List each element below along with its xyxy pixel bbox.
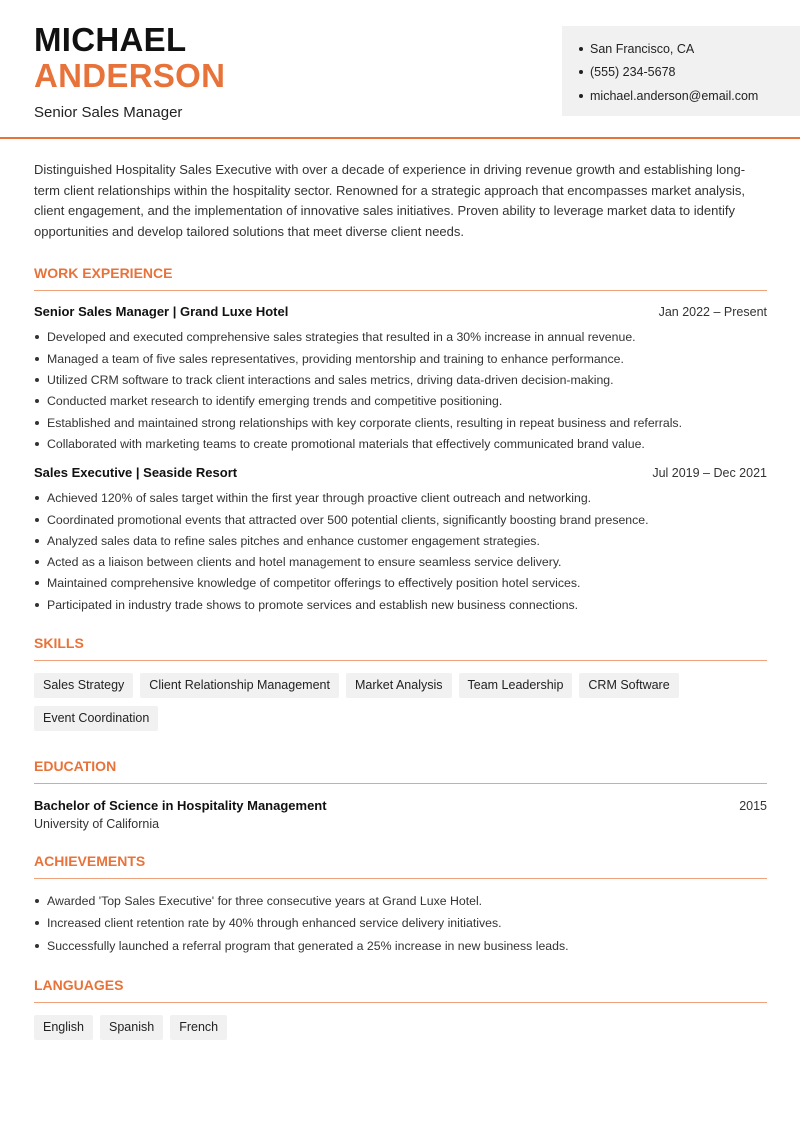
list-item-text: Conducted market research to identify emerging trends and competitive positioning. (47, 394, 503, 409)
list-item (34, 348, 767, 369)
school: University of California (34, 817, 160, 832)
list-item-text: Maintained comprehensive knowledge of competitor offerings to effectively position hotel services. (47, 576, 581, 591)
bullet-icon (35, 899, 39, 903)
bullet-icon (35, 539, 39, 543)
list-item-text: Analyzed sales data to refine sales pitches and enhance customer engagement strategies. (47, 533, 540, 548)
bullet-icon (35, 421, 39, 425)
list-item (34, 889, 767, 912)
job-header (34, 304, 767, 319)
list-item (34, 530, 767, 551)
summary: Distinguished Hospitality Sales Executive with over a decade of experience in driving revenue growth and establishing long-term client relationships within the hospitality sector. Renowned for a strategic approach that encompasses market analysis, client engagement, and the implementation of innovative sales initiatives. Proven ability to leverage market data to identify opportunities and develop tailored solutions that meet diverse client needs. (34, 162, 746, 240)
contact-box (562, 26, 800, 116)
list-item (34, 573, 767, 594)
contact-phone-text: (555) 234-5678 (590, 65, 676, 80)
list-item-text: Acted as a liaison between clients and hotel management to ensure seamless service delivery. (47, 555, 562, 570)
contact-email (579, 84, 800, 108)
bullet-icon (579, 94, 583, 98)
bullet-icon (35, 335, 39, 339)
languages-heading: LANGUAGES (34, 977, 767, 1003)
job-title: Senior Sales Manager | Grand Luxe Hotel (34, 303, 289, 319)
bullet-icon (35, 496, 39, 500)
list-item-text: Participated in industry trade shows to promote services and establish new business connections. (47, 597, 579, 612)
first-name: MICHAEL (34, 21, 187, 58)
contact-location (579, 37, 800, 61)
skills-heading: SKILLS (34, 635, 767, 661)
list-item (34, 488, 767, 509)
graduation-year: 2015 (739, 799, 767, 814)
list-item-text: Managed a team of five sales representatives, providing mentorship and training to enhance performance. (47, 351, 624, 366)
skill-tag: Event Coordination (34, 706, 158, 731)
contact-phone (579, 61, 800, 85)
list-item-text: Increased client retention rate by 40% through enhanced service delivery initiatives. (47, 916, 502, 931)
achievements-list (34, 889, 767, 957)
language-tag: Spanish (100, 1015, 163, 1040)
list-item-text: Established and maintained strong relationships with key corporate clients, resulting in repeat business and referrals. (47, 415, 683, 430)
bullet-icon (35, 399, 39, 403)
language-tag: French (170, 1015, 227, 1040)
resume-body (34, 160, 767, 1048)
job-entry (34, 465, 767, 616)
skill-tag: Client Relationship Management (140, 673, 339, 698)
skills-tags (34, 673, 767, 739)
job-date: Jul 2019 – Dec 2021 (652, 465, 767, 480)
list-item-text: Successfully launched a referral program that generated a 25% increase in new business leads. (47, 938, 569, 953)
last-name: ANDERSON (34, 57, 226, 94)
resume-header (0, 0, 800, 139)
bullet-icon (35, 378, 39, 382)
job-bullets (34, 327, 767, 455)
job-header (34, 465, 767, 480)
contact-location-text: San Francisco, CA (590, 41, 695, 56)
achievements-heading: ACHIEVEMENTS (34, 853, 767, 879)
skill-tag: Market Analysis (346, 673, 452, 698)
list-item-text: Awarded 'Top Sales Executive' for three consecutive years at Grand Luxe Hotel. (47, 893, 483, 908)
bullet-icon (35, 944, 39, 948)
job-date: Jan 2022 – Present (658, 304, 767, 319)
skill-tag: Team Leadership (459, 673, 573, 698)
list-item-text: Collaborated with marketing teams to create promotional materials that effectively communicated brand value. (47, 436, 645, 451)
list-item (34, 551, 767, 572)
contact-email-text: michael.anderson@email.com (590, 88, 759, 103)
job-entry (34, 304, 767, 455)
bullet-icon (35, 442, 39, 446)
education-header (34, 798, 767, 813)
list-item (34, 327, 767, 348)
bullet-icon (35, 581, 39, 585)
list-item (34, 433, 767, 454)
list-item (34, 912, 767, 935)
list-item-text: Developed and executed comprehensive sales strategies that resulted in a 30% increase in annual revenue. (47, 330, 636, 345)
language-tag: English (34, 1015, 93, 1040)
list-item (34, 509, 767, 530)
list-item (34, 412, 767, 433)
job-bullets (34, 488, 767, 616)
job-title: Senior Sales Manager (34, 104, 183, 121)
bullet-icon (579, 47, 583, 51)
name-block (34, 22, 225, 121)
skill-tag: CRM Software (579, 673, 678, 698)
job-title: Sales Executive | Seaside Resort (34, 464, 238, 480)
education-entry (34, 798, 767, 831)
degree: Bachelor of Science in Hospitality Management (34, 798, 327, 814)
bullet-icon (35, 518, 39, 522)
bullet-icon (35, 921, 39, 925)
list-item-text: Achieved 120% of sales target within the first year through proactive client outreach and networking. (47, 491, 592, 506)
bullet-icon (35, 560, 39, 564)
work-experience-heading: WORK EXPERIENCE (34, 265, 767, 291)
list-item (34, 391, 767, 412)
list-item (34, 934, 767, 957)
languages-tags (34, 1015, 767, 1048)
list-item (34, 594, 767, 615)
list-item-text: Coordinated promotional events that attracted over 500 potential clients, significantly boosting brand presence. (47, 512, 649, 527)
bullet-icon (35, 603, 39, 607)
list-item (34, 369, 767, 390)
education-heading: EDUCATION (34, 758, 767, 784)
skill-tag: Sales Strategy (34, 673, 133, 698)
list-item-text: Utilized CRM software to track client interactions and sales metrics, driving data-driven decision-making. (47, 373, 614, 388)
bullet-icon (579, 70, 583, 74)
bullet-icon (35, 357, 39, 361)
